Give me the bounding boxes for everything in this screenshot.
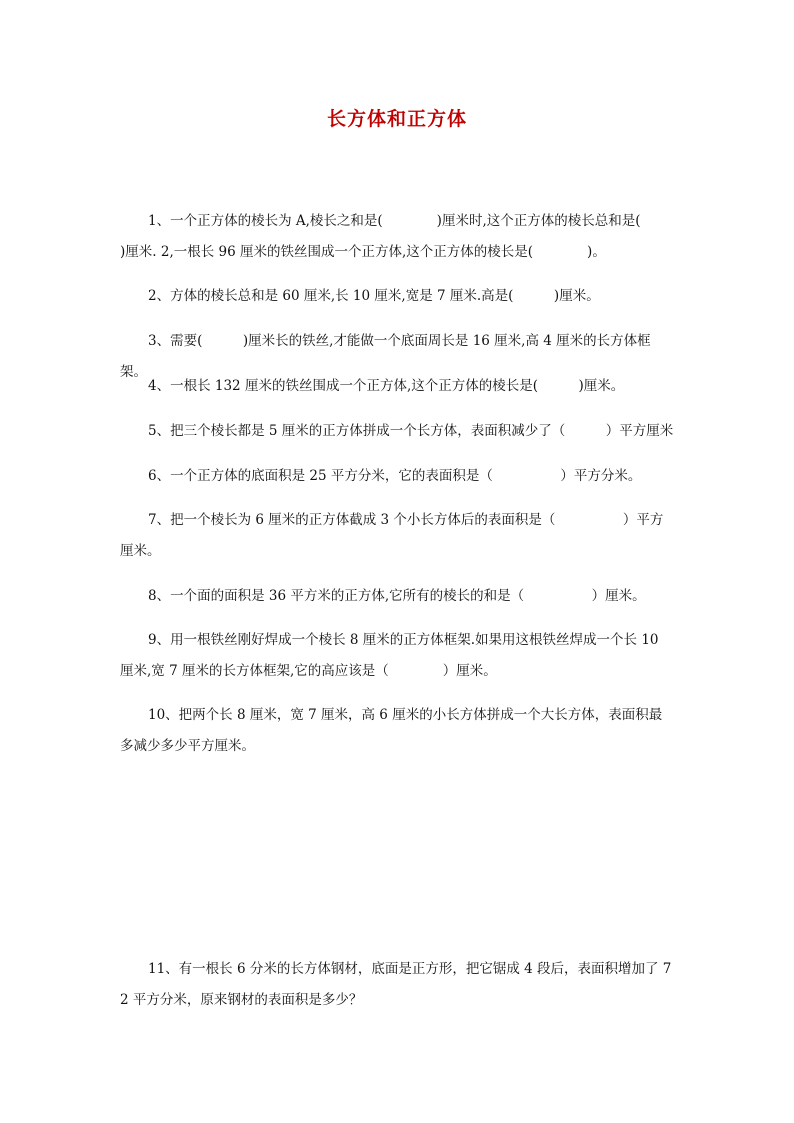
question-2: 2、方体的棱长总和是 60 厘米,长 10 厘米,宽是 7 厘米.高是( )厘米。 [148, 288, 600, 304]
question-9: 9、用一根铁丝刚好焊成一个棱长 8 厘米的正方体框架.如果用这根铁丝焊成一个长 10 厘米,宽 7 厘米的长方体框架,它的高应该是（ ）厘米。 [120, 632, 659, 679]
question-7: 7、把一个棱长为 6 厘米的正方体截成 3 个小长方体后的表面积是（ ）平方厘米。 [120, 512, 664, 559]
question-8: 8、一个面的面积是 36 平方米的正方体,它所有的棱长的和是（ ）厘米。 [148, 588, 646, 604]
question-11: 11、有一根长 6 分米的长方体钢材，底面是正方形，把它锯成 4 段后，表面积增加了 72 平方分米，原来钢材的表面积是多少？ [120, 961, 672, 1008]
question-10: 10、把两个长 8 厘米，宽 7 厘米，高 6 厘米的小长方体拼成一个大长方体，表面积最多减少多少平方厘米。 [120, 707, 663, 754]
question-5: 5、把三个棱长都是 5 厘米的正方体拼成一个长方体，表面积减少了（ ）平方厘米 [148, 423, 674, 439]
question-4: 4、一根长 132 厘米的铁丝围成一个正方体,这个正方体的棱长是( )厘米。 [148, 378, 625, 394]
question-6: 6、一个正方体的底面积是 25 平方分米，它的表面积是（ ）平方分米。 [148, 468, 642, 484]
question-1: 1、一个正方体的棱长为 A,棱长之和是( )厘米时,这个正方体的棱长总和是( )厘米. 2,一根长 96 厘米的铁丝围成一个正方体,这个正方体的棱长是( )。 [120, 213, 682, 260]
page-title: 长方体和正方体 [326, 108, 467, 130]
question-3: 3、需要( )厘米长的铁丝,才能做一个底面周长是 16 厘米,高 4 厘米的长方体框架。 [120, 333, 651, 380]
